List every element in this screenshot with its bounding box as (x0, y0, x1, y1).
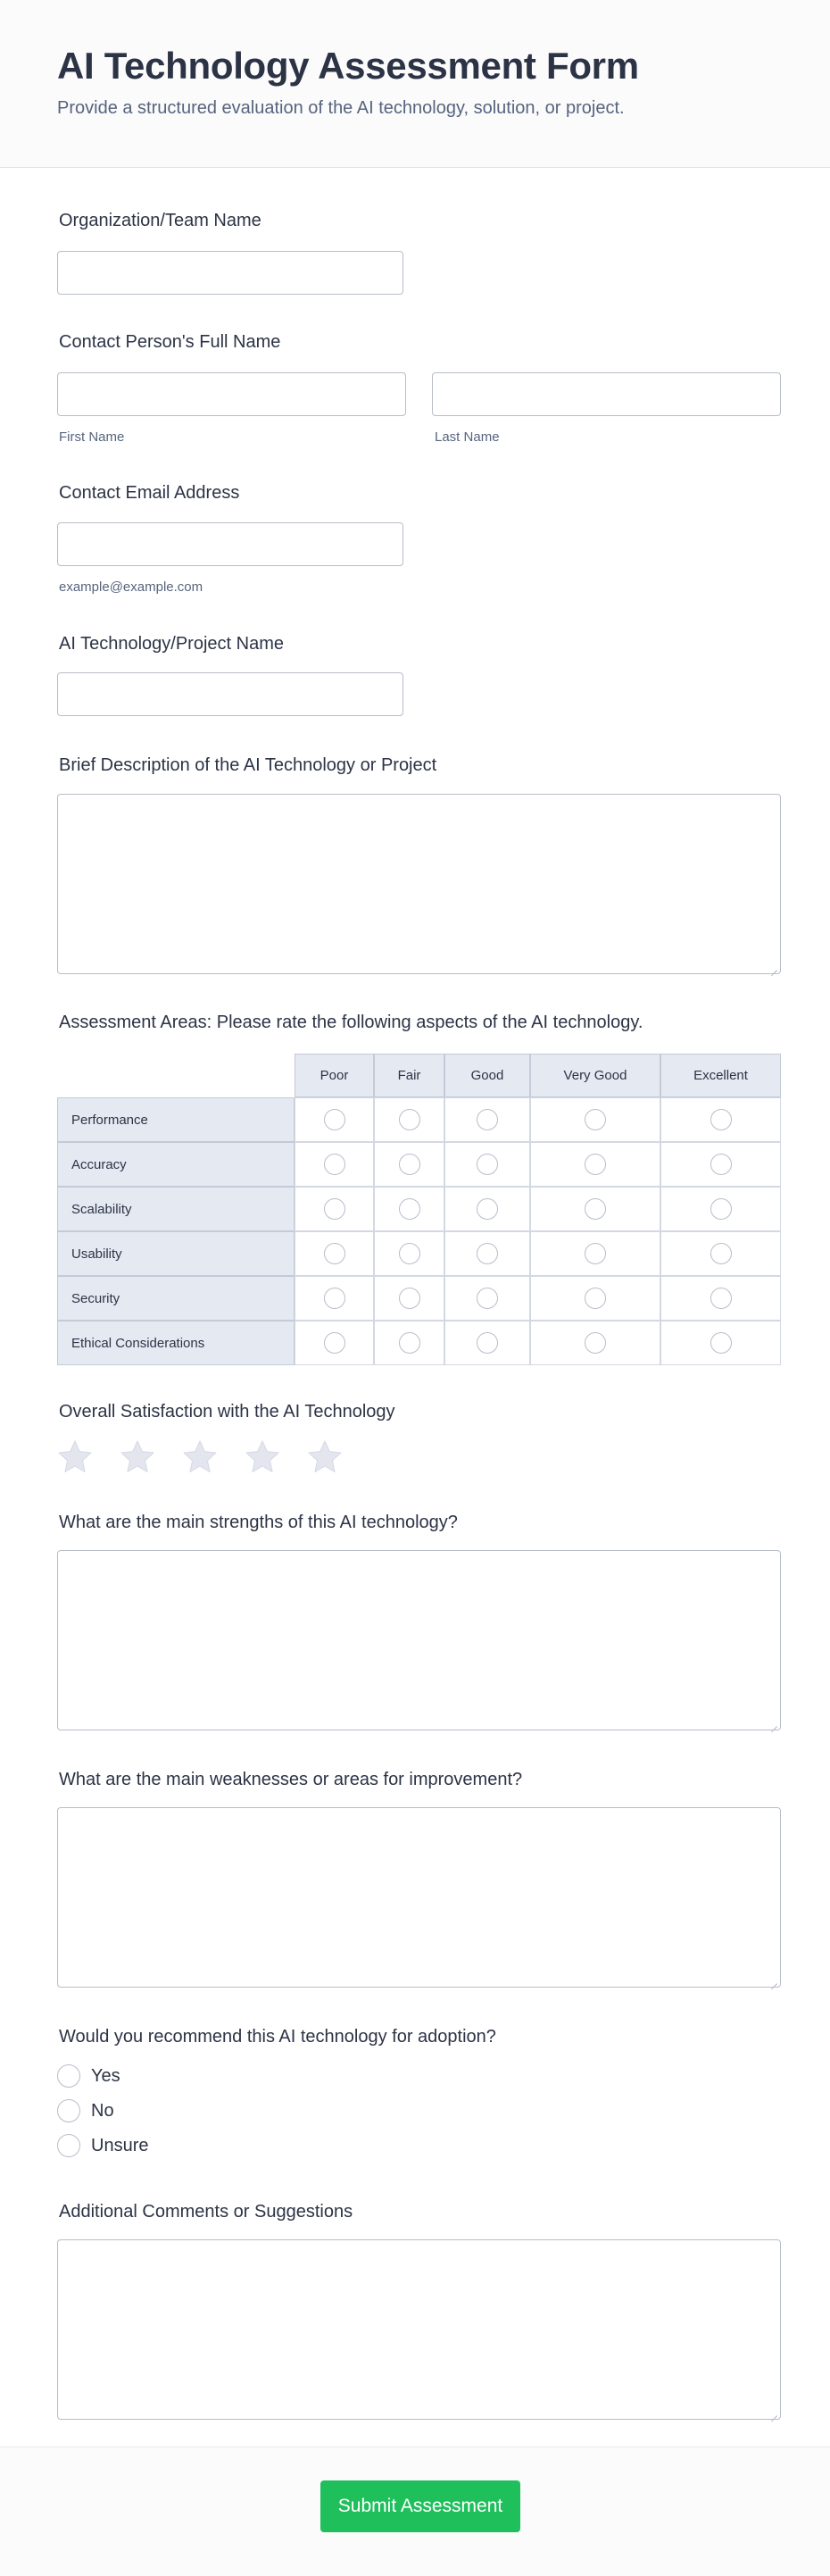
radio-circle-icon[interactable] (477, 1154, 498, 1175)
matrix-cell[interactable] (660, 1097, 781, 1142)
option-label: No (91, 2100, 114, 2121)
org-label: Organization/Team Name (59, 211, 261, 230)
radio-circle-icon[interactable] (585, 1243, 606, 1264)
radio-circle-icon[interactable] (477, 1198, 498, 1220)
matrix-cell[interactable] (444, 1276, 530, 1321)
matrix-column-header: Good (444, 1054, 530, 1097)
matrix-cell[interactable] (374, 1142, 444, 1187)
matrix-row-label: Security (57, 1276, 295, 1321)
first-name-input[interactable] (57, 372, 406, 416)
recommend-option-yes[interactable] (57, 2064, 120, 2088)
matrix-cell[interactable] (444, 1097, 530, 1142)
comments-label: Additional Comments or Suggestions (59, 2202, 353, 2222)
matrix-cell[interactable] (295, 1142, 374, 1187)
comments-textarea-wrap (57, 2239, 781, 2420)
radio-circle-icon[interactable] (710, 1243, 732, 1264)
option-label: Yes (91, 2065, 120, 2086)
matrix-row-label: Accuracy (57, 1142, 295, 1187)
radio-circle-icon[interactable] (585, 1109, 606, 1130)
radio-circle-icon[interactable] (324, 1154, 345, 1175)
radio-circle-icon[interactable] (57, 2064, 80, 2088)
form-header (0, 0, 830, 168)
radio-circle-icon[interactable] (477, 1288, 498, 1309)
weaknesses-label: What are the main weaknesses or areas for improvement? (59, 1770, 523, 1789)
star-icon[interactable] (245, 1439, 280, 1475)
matrix-cell[interactable] (295, 1097, 374, 1142)
recommend-label: Would you recommend this AI technology for adoption? (59, 2027, 496, 2047)
email-label: Contact Email Address (59, 483, 240, 503)
matrix-cell[interactable] (295, 1321, 374, 1365)
radio-circle-icon[interactable] (477, 1243, 498, 1264)
matrix-column-header: Very Good (530, 1054, 660, 1097)
radio-circle-icon[interactable] (477, 1109, 498, 1130)
matrix-cell[interactable] (374, 1097, 444, 1142)
comments-textarea[interactable] (57, 2239, 781, 2420)
matrix-cell[interactable] (374, 1276, 444, 1321)
strengths-textarea[interactable] (57, 1550, 781, 1730)
matrix-column-header: Fair (374, 1054, 444, 1097)
last-name-sublabel: Last Name (435, 429, 500, 445)
matrix-cell[interactable] (444, 1142, 530, 1187)
strengths-label: What are the main strengths of this AI technology? (59, 1513, 458, 1532)
weaknesses-textarea-wrap (57, 1807, 781, 1988)
option-label: Unsure (91, 2135, 149, 2155)
radio-circle-icon[interactable] (399, 1288, 420, 1309)
matrix-cell[interactable] (295, 1187, 374, 1231)
radio-circle-icon[interactable] (399, 1198, 420, 1220)
description-label: Brief Description of the AI Technology or Project (59, 755, 437, 775)
radio-circle-icon[interactable] (585, 1154, 606, 1175)
last-name-input[interactable] (432, 372, 781, 416)
resize-grip-icon[interactable] (769, 1719, 777, 1727)
star-icon[interactable] (120, 1439, 155, 1475)
matrix-cell[interactable] (530, 1321, 660, 1365)
radio-circle-icon[interactable] (710, 1332, 732, 1354)
star-icon[interactable] (307, 1439, 343, 1475)
strengths-textarea-wrap (57, 1550, 781, 1730)
radio-circle-icon[interactable] (585, 1332, 606, 1354)
radio-circle-icon[interactable] (324, 1332, 345, 1354)
email-input[interactable] (57, 522, 403, 566)
email-sublabel: example@example.com (59, 579, 203, 595)
description-textarea-wrap (57, 794, 781, 974)
resize-grip-icon[interactable] (769, 1976, 777, 1984)
radio-circle-icon[interactable] (399, 1243, 420, 1264)
radio-circle-icon[interactable] (710, 1109, 732, 1130)
resize-grip-icon[interactable] (769, 2408, 777, 2416)
matrix-cell[interactable] (295, 1276, 374, 1321)
assessment-matrix (57, 1054, 781, 1363)
resize-grip-icon[interactable] (769, 963, 777, 971)
matrix-cell[interactable] (374, 1187, 444, 1231)
matrix-cell[interactable] (530, 1231, 660, 1276)
radio-circle-icon[interactable] (585, 1288, 606, 1309)
radio-circle-icon[interactable] (399, 1109, 420, 1130)
matrix-cell[interactable] (295, 1231, 374, 1276)
radio-circle-icon[interactable] (585, 1198, 606, 1220)
description-textarea[interactable] (57, 794, 781, 974)
matrix-row-label: Usability (57, 1231, 295, 1276)
matrix-cell[interactable] (444, 1231, 530, 1276)
satisfaction-label: Overall Satisfaction with the AI Technology (59, 1402, 395, 1421)
matrix-cell[interactable] (444, 1187, 530, 1231)
matrix-cell[interactable] (660, 1187, 781, 1231)
star-rating (57, 1439, 343, 1475)
radio-circle-icon[interactable] (710, 1154, 732, 1175)
weaknesses-textarea[interactable] (57, 1807, 781, 1988)
matrix-cell[interactable] (660, 1231, 781, 1276)
matrix-cell[interactable] (530, 1187, 660, 1231)
radio-circle-icon[interactable] (57, 2099, 80, 2122)
recommend-option-unsure[interactable] (57, 2134, 148, 2157)
matrix-cell[interactable] (530, 1097, 660, 1142)
radio-circle-icon[interactable] (324, 1288, 345, 1309)
radio-circle-icon[interactable] (324, 1243, 345, 1264)
recommend-option-no[interactable] (57, 2099, 114, 2122)
radio-circle-icon[interactable] (710, 1198, 732, 1220)
radio-circle-icon[interactable] (477, 1332, 498, 1354)
form-title: AI Technology Assessment Form (57, 45, 639, 87)
star-icon[interactable] (182, 1439, 218, 1475)
matrix-cell[interactable] (660, 1276, 781, 1321)
matrix-cell[interactable] (530, 1142, 660, 1187)
matrix-cell[interactable] (660, 1321, 781, 1365)
matrix-column-header: Poor (295, 1054, 374, 1097)
matrix-cell[interactable] (374, 1321, 444, 1365)
matrix-row-label: Scalability (57, 1187, 295, 1231)
project-name-label: AI Technology/Project Name (59, 634, 284, 654)
radio-circle-icon[interactable] (57, 2134, 80, 2157)
submit-button[interactable]: Submit Assessment (320, 2480, 520, 2532)
radio-circle-icon[interactable] (399, 1154, 420, 1175)
matrix-cell[interactable] (530, 1276, 660, 1321)
project-name-input[interactable] (57, 672, 403, 716)
radio-circle-icon[interactable] (324, 1198, 345, 1220)
matrix-row-label: Ethical Considerations (57, 1321, 295, 1365)
matrix-column-header: Excellent (660, 1054, 781, 1097)
matrix-row-label: Performance (57, 1097, 295, 1142)
first-name-sublabel: First Name (59, 429, 125, 445)
radio-circle-icon[interactable] (710, 1288, 732, 1309)
radio-circle-icon[interactable] (324, 1109, 345, 1130)
form-subtitle: Provide a structured evaluation of the AI technology, solution, or project. (57, 98, 625, 118)
matrix-cell[interactable] (374, 1231, 444, 1276)
radio-circle-icon[interactable] (399, 1332, 420, 1354)
contact-name-label: Contact Person's Full Name (59, 332, 281, 352)
org-input[interactable] (57, 251, 403, 295)
matrix-cell[interactable] (660, 1142, 781, 1187)
assessment-label: Assessment Areas: Please rate the following aspects of the AI technology. (59, 1013, 643, 1032)
star-icon[interactable] (57, 1439, 93, 1475)
matrix-cell[interactable] (444, 1321, 530, 1365)
